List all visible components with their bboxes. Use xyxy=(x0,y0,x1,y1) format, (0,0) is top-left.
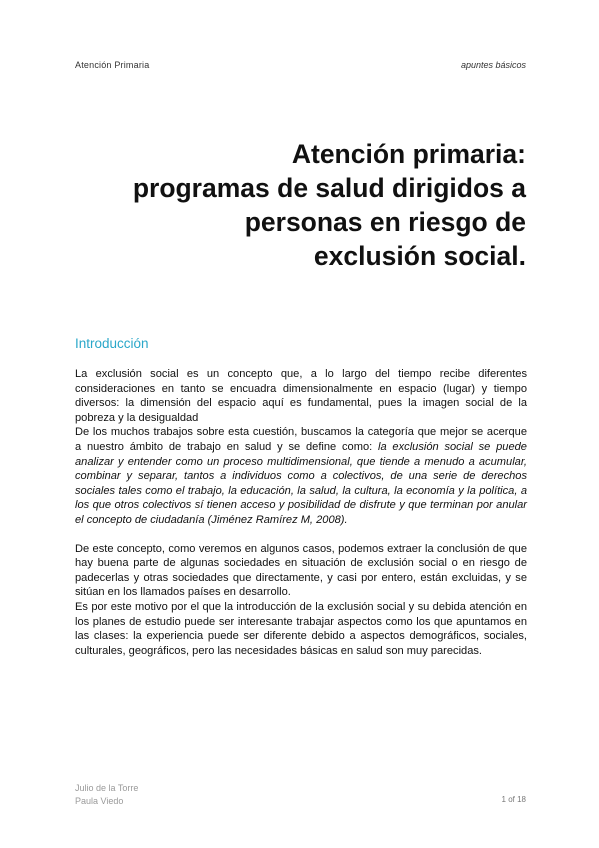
header-right: apuntes básicos xyxy=(460,60,526,70)
footer-authors xyxy=(75,782,138,808)
page-title xyxy=(60,137,526,273)
title-line: exclusión social. xyxy=(313,241,526,271)
page-number: 1 of 18 xyxy=(501,795,526,804)
paragraph: Es por este motivo por el que la introducción de la exclusión social y su debida atención en los planes de estudio puede ser interesante trabajar aspectos como los que apuntamos en las clases: la experiencia puede ser diferente debido a aspectos demográficos, sociales, culturales, geográficos, pero las necesidades básicas en salud son muy parecidas. xyxy=(75,600,527,657)
paragraph: De este concepto, como veremos en algunos casos, podemos extraer la conclusión de que hay buena parte de algunas sociedades en situación de exclusión social o en riesgo de padecerlas y otras sociedades que directamente, y casi por entero, están excluidas, y se sitúan en los llamados países en desarrollo. xyxy=(75,542,527,599)
author-name: Paula Viedo xyxy=(75,796,124,806)
paragraph xyxy=(75,425,527,527)
quoted-definition: la exclusión social se puede analizar y entender como un proceso multidimensional, que tiende a menudo a acumular, combinar y separar, tantos a individuos como a colectivos, de una serie de derechos sociales tales como el trabajo, la educación, la salud, la cultura, la economía y la política, a los que otros colectivos sí tienen acceso y posibilidad de disfrute y que terminan por anular el concepto de ciudadanía (Jiménez Ramírez M, 2008). xyxy=(75,440,527,526)
paragraph-spacer xyxy=(75,528,527,542)
section-heading: Introducción xyxy=(75,336,149,351)
title-line: personas en riesgo de xyxy=(244,207,526,237)
title-line: programas de salud dirigidos a xyxy=(132,173,526,203)
author-name: Julio de la Torre xyxy=(75,783,139,793)
paragraph: La exclusión social es un concepto que, a lo largo del tiempo recibe diferentes consideraciones en tanto se encuadra dimensionalmente en espacio (lugar) y tiempo diversos: la dimensión del espacio aquí es fundamental, pues la imagen social de la pobreza y la desigualdad xyxy=(75,368,527,424)
body-text xyxy=(75,367,527,658)
header-left: Atención Primaria xyxy=(75,60,150,70)
title-line: Atención primaria: xyxy=(291,139,526,169)
paragraph-intro: De los muchos trabajos sobre esta cuestión, buscamos la categoría que mejor se acerque a nuestro ámbito de trabajo en salud y se define como: xyxy=(75,426,527,453)
